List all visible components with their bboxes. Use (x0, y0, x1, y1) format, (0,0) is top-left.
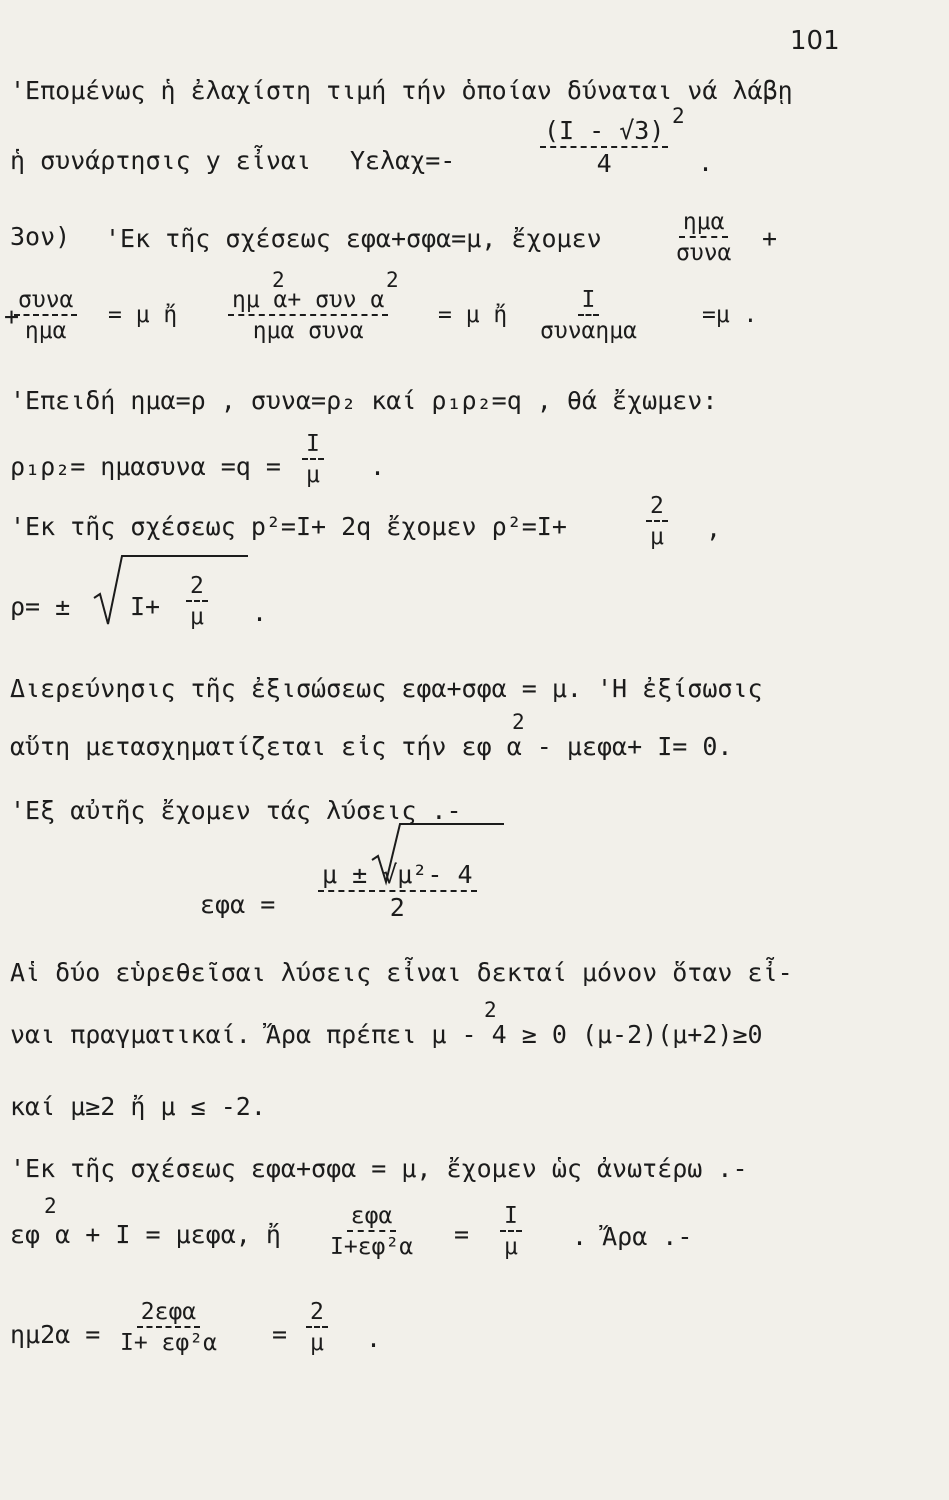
fraction-denominator: 2 (389, 893, 405, 923)
fraction-denominator: συναημα (540, 318, 637, 345)
fraction-tan-over-sum (330, 1204, 413, 1259)
fraction-denominator: μ (306, 462, 320, 489)
fraction-numerator: συνα (14, 288, 77, 316)
equals-mu-or: = μ ἤ (438, 302, 508, 328)
period: . (698, 148, 714, 177)
text-line-9: Διερεύνησις τῆς ἐξισώσεως εφα+σφα = μ. 'Η ἐξίσωσις (10, 674, 763, 703)
exponent: 2 (672, 104, 685, 128)
fraction-denominator: συνα (676, 240, 732, 267)
text-line-6: ρ₁ρ₂= ημασυνα =q = (10, 452, 281, 481)
fraction-denominator: μ (190, 604, 204, 631)
exponent: 2 (386, 268, 399, 292)
text-line-14: ναι πραγματικαί. Ἄρα πρέπει μ - 4 ≥ 0 (μ-2)(μ+2)≥0 (10, 1020, 763, 1049)
equals-sign: = (454, 1220, 470, 1249)
fraction-roots (318, 862, 477, 922)
text-line-13: Αἱ δύο εὑρεθεῖσαι λύσεις εἶναι δεκταί μόνον ὅταν εἶ- (10, 958, 793, 987)
comma: , (706, 514, 722, 543)
exponent: 2 (512, 710, 525, 734)
period: . (252, 598, 268, 627)
fraction-numerator: ημ α+ συν α (228, 288, 388, 316)
fraction-two-over-mu (186, 574, 208, 629)
fraction-numerator: Ι (500, 1204, 522, 1232)
fraction-denominator: Ι+ εφ²α (120, 1330, 217, 1357)
equals-mu: =μ . (702, 302, 758, 328)
text-line-7: 'Εκ τῆς σχέσεως p²=Ι+ 2q ἔχομεν ρ²=Ι+ (10, 512, 567, 541)
text-line-2a: ἡ συνάρτησις y εἶναι (10, 146, 312, 175)
text-line-10: αὕτη μετασχηματίζεται εἰς τήν εφ α - μεφα+ Ι= 0. (10, 732, 733, 761)
fraction-syn-over-eta (14, 288, 77, 343)
exponent: 2 (44, 1194, 57, 1218)
period: . (370, 452, 386, 481)
fraction-denominator: μ (504, 1234, 518, 1261)
page-number: 101 (790, 26, 840, 56)
fraction-numerator: Ι (302, 432, 324, 460)
fraction-numerator: ημα (679, 210, 729, 238)
text-line-16: 'Εκ τῆς σχέσεως εφα+σφα = μ, ἔχομεν ὡς ἀνωτέρω .- (10, 1154, 748, 1183)
text-line-5: 'Επειδή ημα=ρ , συνα=ρ₂ καί ρ₁ρ₂=q , θά ἔχωμεν: (10, 386, 718, 415)
fraction-double-tan (120, 1300, 217, 1355)
section-label: 3ον) (10, 222, 71, 251)
text-line-17: εφ α + Ι = μεφα, ἤ (10, 1220, 281, 1249)
plus-sign: + (4, 302, 20, 331)
fraction-sum-squares (228, 288, 388, 343)
fraction-denominator: ημα (24, 318, 67, 345)
fraction-numerator: 2εφα (137, 1300, 200, 1328)
text-line-3: 'Εκ τῆς σχέσεως εφα+σφα=μ, ἔχομεν (105, 224, 602, 253)
fraction-one-over-mu (302, 432, 324, 487)
fraction-denominator: μ (310, 1330, 324, 1357)
fraction-numerator: 2 (646, 494, 668, 522)
sin-2alpha-equals: ημ2α = (10, 1320, 101, 1349)
square-root-sign (92, 550, 252, 630)
fraction-numerator: 2 (186, 574, 208, 602)
fraction-eta-over-syn (676, 210, 731, 265)
exponent: 2 (272, 268, 285, 292)
fraction-one-over-mu (500, 1204, 522, 1259)
exponent: 2 (484, 998, 497, 1022)
text-line-15: καί μ≥2 ἤ μ ≤ -2. (10, 1092, 266, 1121)
equals-sign: = (272, 1320, 288, 1349)
therefore-label: . Ἄρα .- (572, 1222, 693, 1251)
fraction-one-over-product (540, 288, 637, 343)
rho-plus-minus: ρ= ± (10, 592, 71, 621)
fraction-denominator: μ (650, 524, 664, 551)
min-value-fraction (540, 118, 668, 178)
fraction-numerator: (Ι - √3) (540, 118, 668, 148)
fraction-numerator: μ ± √μ²- 4 (318, 862, 477, 892)
tan-alpha-equals: εφα = (200, 890, 276, 919)
text-line-11: 'Εξ αὐτῆς ἔχομεν τάς λύσεις .- (10, 796, 462, 825)
fraction-two-over-mu (646, 494, 668, 549)
fraction-numerator: Ι (578, 288, 600, 316)
plus-sign: + (762, 224, 778, 253)
fraction-denominator: 4 (596, 149, 612, 179)
y-min-label: Υελαχ=- (350, 146, 456, 175)
fraction-numerator: 2 (306, 1300, 328, 1328)
equals-mu-or: = μ ἤ (108, 302, 178, 328)
fraction-two-over-mu (306, 1300, 328, 1355)
fraction-numerator: εφα (347, 1204, 397, 1232)
fraction-denominator: ημα συνα (252, 318, 364, 345)
period: . (366, 1324, 382, 1353)
one-plus: Ι+ (130, 592, 161, 621)
fraction-denominator: Ι+εφ²α (330, 1234, 414, 1261)
text-line-1: 'Επομένως ἡ ἐλαχίστη τιμή τήν ὁποίαν δύναται νά λάβῃ (10, 76, 793, 105)
